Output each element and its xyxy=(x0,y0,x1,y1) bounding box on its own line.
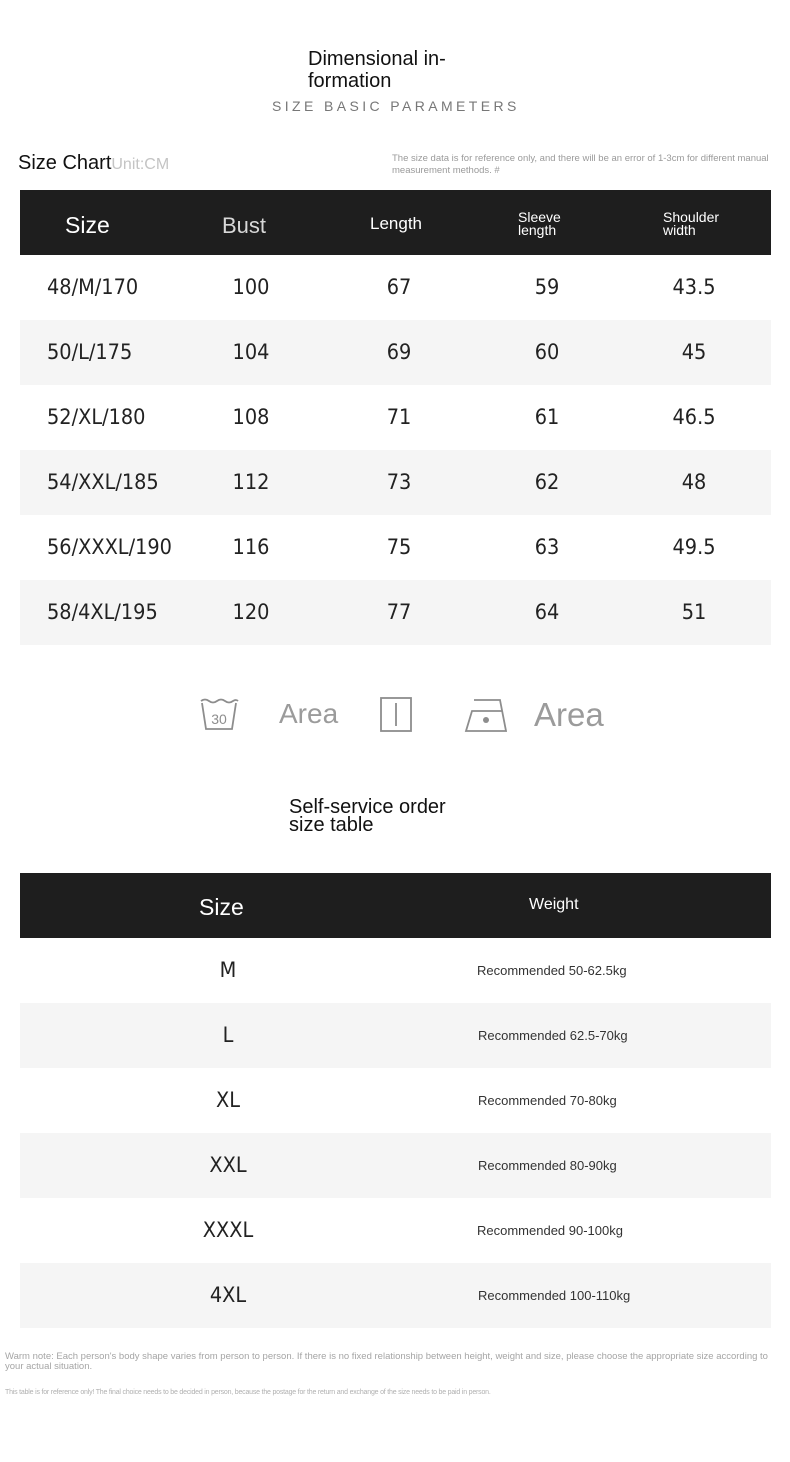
cell-size: 58/4XL/195 xyxy=(47,600,158,624)
cell-size: L xyxy=(222,1023,234,1047)
cell-shoulder: 46.5 xyxy=(672,405,716,429)
cell-weight: Recommended 100-110kg xyxy=(478,1288,631,1303)
size-chart-unit: Unit:CM xyxy=(111,156,170,173)
header-sleeve-length: Sleeve length xyxy=(518,209,561,238)
header-length: Length xyxy=(370,214,422,233)
cell-weight: Recommended 90-100kg xyxy=(477,1223,623,1238)
table-row xyxy=(20,385,771,450)
cell-length: 69 xyxy=(386,340,412,364)
header-shoulder-width: Shoulder width xyxy=(663,209,720,238)
reference-note: This table is for reference only! The final choice needs to be decided in person, because the postage for the return and exchange of the size needs to be paid in person. xyxy=(5,1389,491,1396)
table-row xyxy=(20,938,771,1003)
size-chart-title: Size Chart xyxy=(18,152,112,174)
care-area-label: Area xyxy=(279,698,339,729)
wash-30-icon xyxy=(199,697,239,732)
header-weight: Weight xyxy=(529,896,579,913)
cell-weight: Recommended 62.5-70kg xyxy=(478,1028,628,1043)
table-row xyxy=(20,1133,771,1198)
cell-length: 73 xyxy=(386,470,412,494)
cell-sleeve: 61 xyxy=(534,405,560,429)
cell-bust: 116 xyxy=(232,535,270,559)
cell-size: XXXL xyxy=(202,1218,254,1242)
table-row xyxy=(20,1263,771,1328)
table-row xyxy=(20,1068,771,1133)
table-row xyxy=(20,1198,771,1263)
size-chart-note: The size data is for reference only, and there will be an error of 1-3cm for different manual measurement methods. # xyxy=(392,153,769,176)
cell-bust: 108 xyxy=(232,405,270,429)
header-bust: Bust xyxy=(222,213,267,238)
cell-length: 75 xyxy=(386,535,412,559)
size-chart-label xyxy=(18,152,169,175)
cell-weight: Recommended 50-62.5kg xyxy=(477,963,627,978)
cell-size: XXL xyxy=(209,1153,247,1177)
cell-sleeve: 62 xyxy=(534,470,560,494)
cell-sleeve: 60 xyxy=(534,340,560,364)
cell-size: XL xyxy=(215,1088,241,1112)
cell-shoulder: 49.5 xyxy=(672,535,716,559)
cell-shoulder: 45 xyxy=(681,340,707,364)
cell-length: 71 xyxy=(386,405,412,429)
cell-bust: 112 xyxy=(232,470,270,494)
table-row xyxy=(20,1003,771,1068)
cell-length: 67 xyxy=(386,275,412,299)
cell-size: 4XL xyxy=(209,1283,247,1307)
cell-bust: 104 xyxy=(232,340,270,364)
page-subtitle: SIZE BASIC PARAMETERS xyxy=(272,98,520,114)
order-size-table xyxy=(20,873,771,1328)
header-size: Size xyxy=(199,894,244,920)
table-row xyxy=(20,450,771,515)
cell-size: M xyxy=(219,958,237,982)
table-row xyxy=(20,580,771,645)
warm-note: Warm note: Each person's body shape varies from person to person. If there is no fixed relationship between height, weight and size, please choose the appropriate size according to your actual situation. xyxy=(5,1351,768,1372)
header-size: Size xyxy=(65,212,110,238)
cell-weight: Recommended 70-80kg xyxy=(478,1093,617,1108)
cell-sleeve: 59 xyxy=(534,275,560,299)
iron-low-icon xyxy=(464,697,507,732)
table-header xyxy=(20,190,771,255)
cell-shoulder: 43.5 xyxy=(672,275,716,299)
page-title: Dimensional in- formation xyxy=(308,48,446,92)
cell-bust: 120 xyxy=(232,600,270,624)
cell-sleeve: 64 xyxy=(534,600,560,624)
svg-text:30: 30 xyxy=(211,711,227,727)
cell-shoulder: 48 xyxy=(681,470,707,494)
size-parameters-table xyxy=(20,190,771,645)
table-row xyxy=(20,255,771,320)
cell-sleeve: 63 xyxy=(534,535,560,559)
cell-size: 54/XXL/185 xyxy=(47,470,159,494)
table-row xyxy=(20,320,771,385)
cell-size: 50/L/175 xyxy=(47,340,133,364)
cell-size: 56/XXXL/190 xyxy=(47,535,172,559)
self-service-title: Self-service order size table xyxy=(289,796,446,836)
cell-weight: Recommended 80-90kg xyxy=(478,1158,617,1173)
care-area-label: Area xyxy=(534,696,604,733)
cell-size: 52/XL/180 xyxy=(47,405,146,429)
cell-length: 77 xyxy=(386,600,412,624)
table-row xyxy=(20,515,771,580)
hang-dry-icon xyxy=(380,697,412,732)
cell-bust: 100 xyxy=(232,275,270,299)
cell-shoulder: 51 xyxy=(681,600,707,624)
cell-size: 48/M/170 xyxy=(47,275,139,299)
table-header xyxy=(20,873,771,938)
